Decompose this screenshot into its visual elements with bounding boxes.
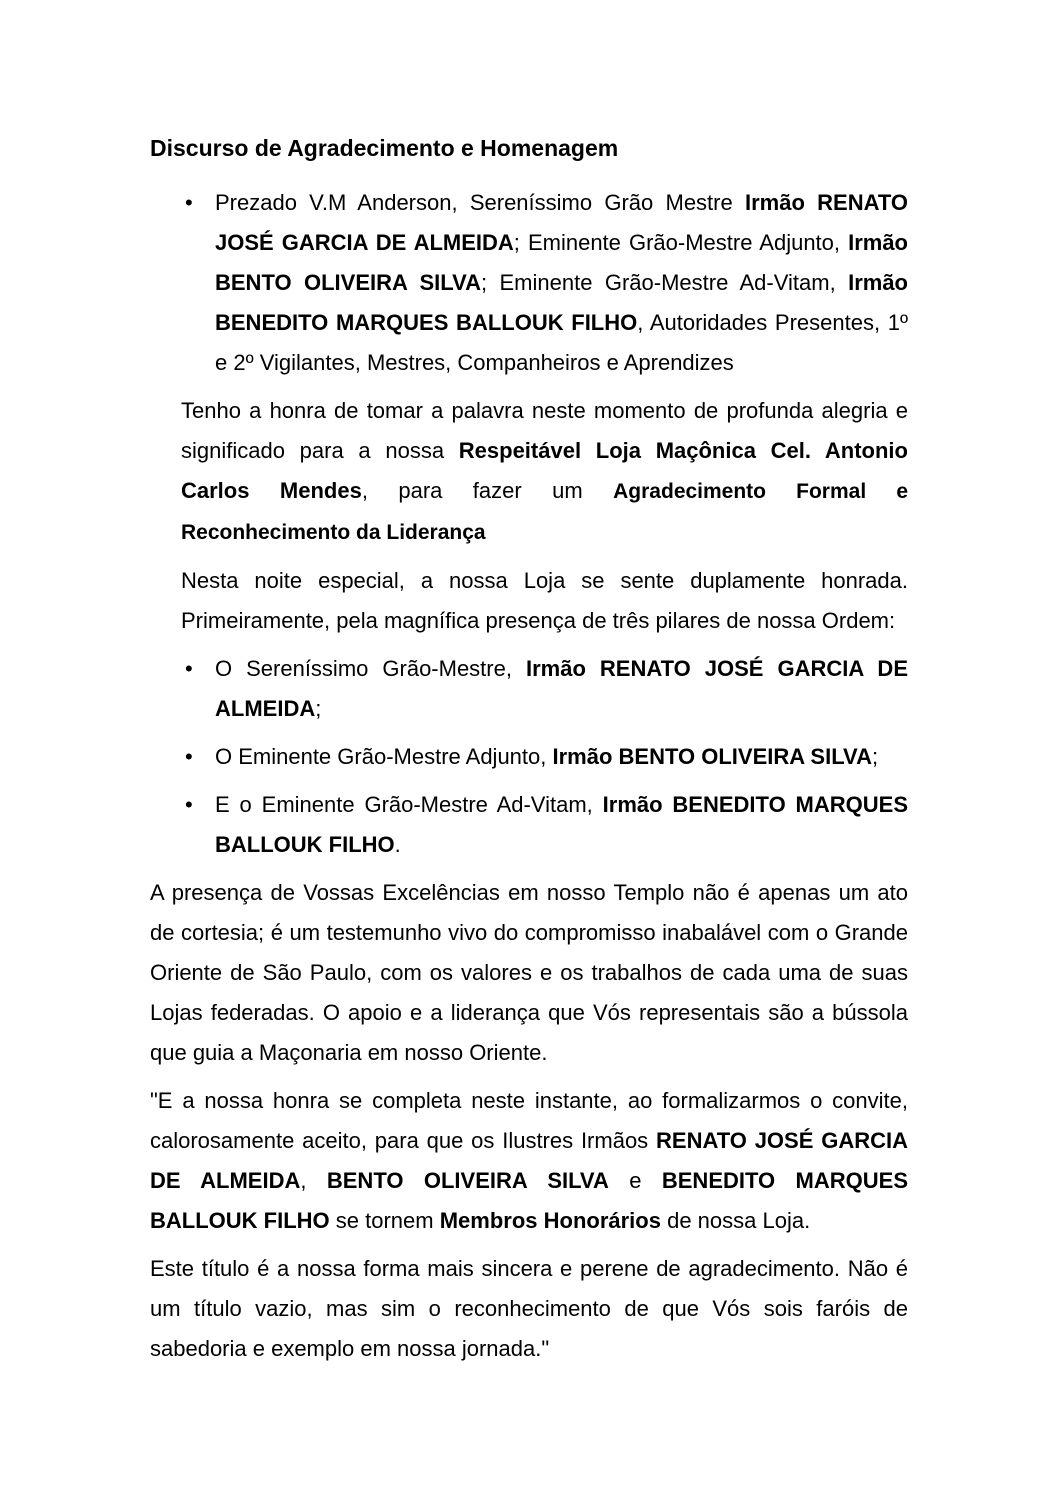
text-run: RENATO JOSÉ GARCIA DE ALMEIDA <box>150 1128 908 1193</box>
text-run: ; Eminente Grão-Mestre Ad-Vitam, <box>481 270 849 295</box>
paragraph <box>150 1081 908 1241</box>
text-run: "E a nossa honra se completa neste instante, ao formalizarmos o convite, calorosamente aceito, para que os Ilustres Irmãos <box>150 1088 908 1153</box>
text-run: O Sereníssimo Grão-Mestre, <box>215 656 526 681</box>
text-run: Membros Honorários <box>439 1208 661 1233</box>
document-page <box>150 128 908 1377</box>
bullet-item <box>185 183 908 383</box>
text-run: se tornem <box>329 1208 440 1233</box>
text-run: , Autoridades Presentes, 1º e 2º Vigilantes, Mestres, Companheiros e Aprendizes <box>215 310 908 375</box>
text-run: BENTO OLIVEIRA SILVA <box>326 1168 609 1193</box>
text-run: Prezado V.M Anderson, Sereníssimo Grão Mestre <box>215 190 745 215</box>
text-run: de nossa Loja. <box>660 1208 811 1233</box>
text-run: Irmão BENEDITO MARQUES BALLOUK FILHO <box>215 792 909 857</box>
text-run: Tenho a honra de tomar a palavra neste momento de profunda alegria e significado para a nossa <box>181 398 908 463</box>
document-title: Discurso de Agradecimento e Homenagem <box>150 135 619 161</box>
text-run: Irmão RENATO JOSÉ GARCIA DE ALMEIDA <box>215 190 908 255</box>
document-body <box>150 183 908 1369</box>
paragraph <box>150 873 908 1073</box>
text-run: ; <box>315 696 322 721</box>
text-run: Irmão BENTO OLIVEIRA SILVA <box>215 230 908 295</box>
text-run: A presença de Vossas Excelências em nosso Templo não é apenas um ato de cortesia; é um testemunho vivo do compromisso inabalável com o Grande Oriente de São Paulo, com os valores e os trabalhos de cada uma de suas Lojas federadas. O apoio e a liderança que Vós representais são a bússola que guia a Maçonaria em nosso Oriente. <box>150 880 908 1065</box>
text-run: Irmão RENATO JOSÉ GARCIA DE ALMEIDA <box>215 656 908 721</box>
text-run: BENEDITO MARQUES BALLOUK FILHO <box>150 1168 908 1233</box>
bullet-marker-icon: • <box>185 656 193 681</box>
bullet-item <box>185 785 909 865</box>
bullet-item <box>185 649 908 729</box>
text-run: e <box>608 1168 662 1193</box>
text-run: Este título é a nossa forma mais sincera e perene de agradecimento. Não é um título vazio, mas sim o reconhecimento de que Vós sois faróis de sabedoria e exemplo em nossa jornada." <box>150 1256 908 1361</box>
text-run: , <box>300 1168 327 1193</box>
text-run: E o Eminente Grão-Mestre Ad-Vitam, <box>215 792 603 817</box>
paragraph <box>150 1249 908 1369</box>
text-run: , para fazer um <box>361 478 614 503</box>
text-run: . <box>394 832 401 857</box>
text-run: Irmão BENTO OLIVEIRA SILVA <box>552 744 872 769</box>
bullet-marker-icon: • <box>185 744 193 769</box>
text-run: ; Eminente Grão-Mestre Adjunto, <box>513 230 849 255</box>
text-run: Agradecimento Formal e Reconhecimento da Liderança <box>181 480 908 544</box>
paragraph <box>181 391 908 553</box>
bullet-marker-icon: • <box>185 792 193 817</box>
bullet-item <box>185 737 908 777</box>
bullet-marker-icon: • <box>185 190 193 215</box>
text-run: Nesta noite especial, a nossa Loja se sente duplamente honrada. Primeiramente, pela magnífica presença de três pilares de nossa Ordem: <box>181 568 908 633</box>
paragraph <box>181 561 908 641</box>
text-run: Irmão BENEDITO MARQUES BALLOUK FILHO <box>215 270 908 335</box>
text-run: O Eminente Grão-Mestre Adjunto, <box>215 744 553 769</box>
text-run: ; <box>871 744 879 769</box>
text-run: Respeitável Loja Maçônica Cel. Antonio Carlos Mendes <box>181 438 908 503</box>
